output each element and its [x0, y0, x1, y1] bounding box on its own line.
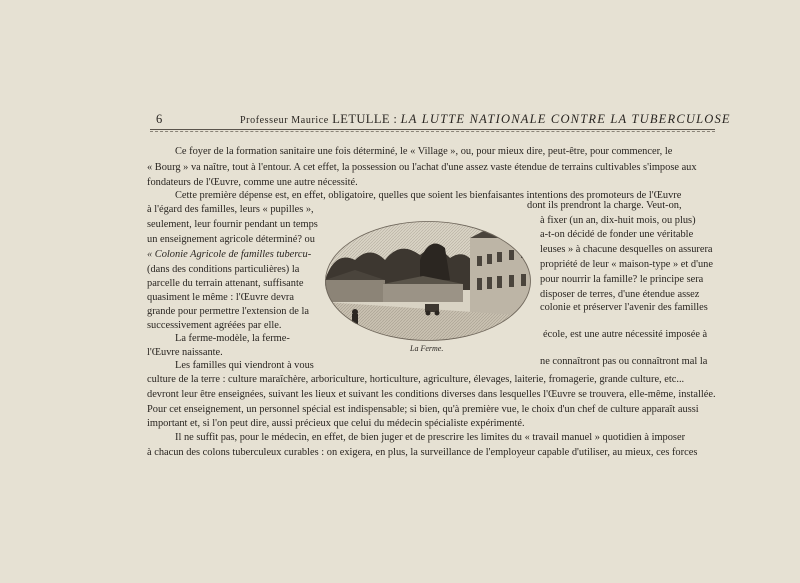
text-line: Il ne suffit pas, pour le médecin, en effet, de bien juger et de prescrire les limites du « travail manuel » quotidien à imposer [175, 432, 686, 443]
text-line: fondateurs de l'Œuvre, comme une autre nécessité. [147, 177, 358, 188]
text-line: propriété de leur « maison-type » et d'une [540, 259, 713, 270]
text-line: (dans des conditions particulières) la [147, 264, 300, 275]
text-line: à chacun des colons tuberculeux curables : on exigera, en plus, la surveillance de l'employeur capable d'utiliser, au mieux, ces forces [147, 447, 698, 458]
text-line: leuses » à chacune desquelles on assurera [540, 244, 713, 255]
text-line: Cette première dépense est, en effet, obligatoire, quelles que soient les bienfaisantes intentions des promoteurs de l'Œuvre [175, 190, 682, 201]
header-rule-dashed [150, 131, 715, 132]
author-name: LETULLE [332, 112, 390, 126]
text-line: Les familles qui viendront à vous [175, 360, 314, 371]
text-line: La ferme-modèle, la ferme- [175, 333, 290, 344]
text-line: ne connaîtront pas ou connaîtront mal la [540, 356, 708, 367]
book-title: LA LUTTE NATIONALE CONTRE LA TUBERCULOSE [400, 112, 731, 126]
text-line: Pour cet enseignement, un personnel spécial est indispensable; si bien, qu'à première vue, le choix d'un chef de culture apparaît aussi [147, 404, 699, 415]
text-line: successivement agréées par elle. [147, 320, 282, 331]
header-separator: : [393, 112, 398, 126]
text-line: important et, si l'on peut dire, aussi précieux que celui du médecin spécialiste expérimenté. [147, 418, 525, 429]
text-line: à l'égard des familles, leurs « pupilles », [147, 204, 314, 215]
text-line: seulement, leur fournir pendant un temps [147, 219, 318, 230]
page-number: 6 [156, 112, 163, 126]
figure-caption: La Ferme. [410, 344, 444, 353]
text-line: pour nourrir la famille? le principe sera [540, 274, 704, 285]
farm-illustration [325, 220, 532, 342]
text-line: l'Œuvre naissante. [147, 347, 223, 358]
text-line: un enseignement agricole déterminé? ou [147, 234, 315, 245]
text-line: devront leur être enseignées, suivant les lieux et suivant les conditions diverses dans lesquelles l'Œuvre se trouvera, elle-même, installée. [147, 389, 716, 400]
text-line: disposer de terres, d'une étendue assez [540, 289, 700, 300]
text-line: école, est une autre nécessité imposée à [543, 329, 708, 340]
text-line: « Colonie Agricole de familles tubercu- [147, 249, 312, 260]
farm-engraving [325, 220, 532, 342]
text-line: colonie et préserver l'avenir des familles [540, 302, 708, 313]
text-line: à fixer (un an, dix-huit mois, ou plus) [540, 215, 696, 226]
running-title [240, 112, 731, 127]
text-line: dont ils prendront la charge. Veut-on, [527, 200, 682, 211]
text-line: culture de la terre : culture maraîchère, arboriculture, horticulture, agriculture, élevages, laiterie, fromagerie, grande culture, etc... [147, 374, 685, 385]
text-line: parcelle du terrain attenant, suffisante [147, 278, 304, 289]
header-rule [150, 129, 715, 130]
author-prefix: Professeur Maurice [240, 115, 329, 126]
text-line: a-t-on décidé de fonder une véritable [540, 229, 694, 240]
text-line: « Bourg » va naître, tout à l'entour. A cet effet, la possession ou l'achat d'une assez vaste étendue de terrains cultivables s'impose aux [147, 162, 697, 173]
running-header [150, 112, 731, 130]
text-line: Ce foyer de la formation sanitaire une fois déterminé, le « Village », ou, pour mieux dire, peut-être, pour commencer, le [175, 146, 673, 157]
text-line: grande pour permettre l'extension de la [147, 306, 309, 317]
text-line: quasiment le même : l'Œuvre devra [147, 292, 295, 303]
